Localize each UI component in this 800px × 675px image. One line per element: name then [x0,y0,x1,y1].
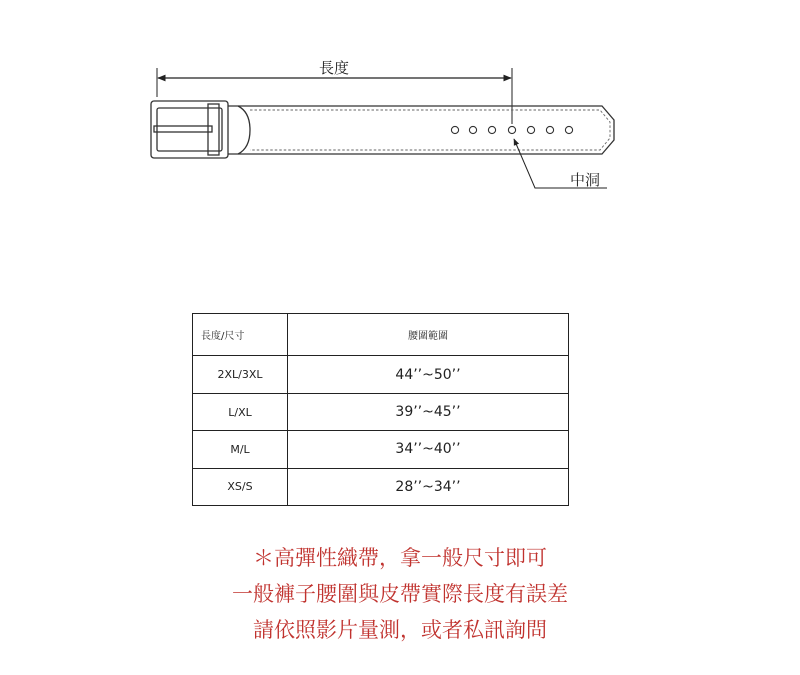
header-size: 長度/尺寸 [193,314,288,356]
buckle [151,101,250,158]
table-row [193,468,569,505]
table-header-row [193,314,569,356]
header-waist-range: 腰圍範圍 [288,314,569,356]
range-cell: 39’’~45’’ [288,393,569,430]
center-hole-callout [514,139,607,189]
hole-center [508,126,515,133]
hole [451,126,458,133]
belt-diagram [0,0,800,260]
belt-holes [451,126,572,133]
hole [469,126,476,133]
hole [546,126,553,133]
range-cell: 28’’~34’’ [288,468,569,505]
size-cell: 2XL/3XL [193,356,288,393]
hole [527,126,534,133]
belt-strap [238,106,614,154]
length-dimension [157,59,512,124]
note-line-1 [0,540,800,576]
length-label: 長度 [318,59,350,77]
hole [565,126,572,133]
table-row [193,393,569,430]
center-hole-label: 中洞 [570,171,601,189]
hole [488,126,495,133]
range-cell: 34’’~40’’ [288,431,569,468]
size-table [192,313,569,506]
note-text-1: 高彈性織帶，拿一般尺寸即可 [274,546,547,570]
notes [0,540,800,648]
size-cell: L/XL [193,393,288,430]
range-cell: 44’’~50’’ [288,356,569,393]
size-cell: M/L [193,431,288,468]
note-line-3: 請依照影片量測，或者私訊詢問 [253,618,547,642]
size-cell: XS/S [193,468,288,505]
note-line-2: 一般褲子腰圍與皮帶實際長度有誤差 [232,582,568,606]
table-row [193,431,569,468]
asterisk-icon: ＊ [253,546,274,570]
table-row [193,356,569,393]
